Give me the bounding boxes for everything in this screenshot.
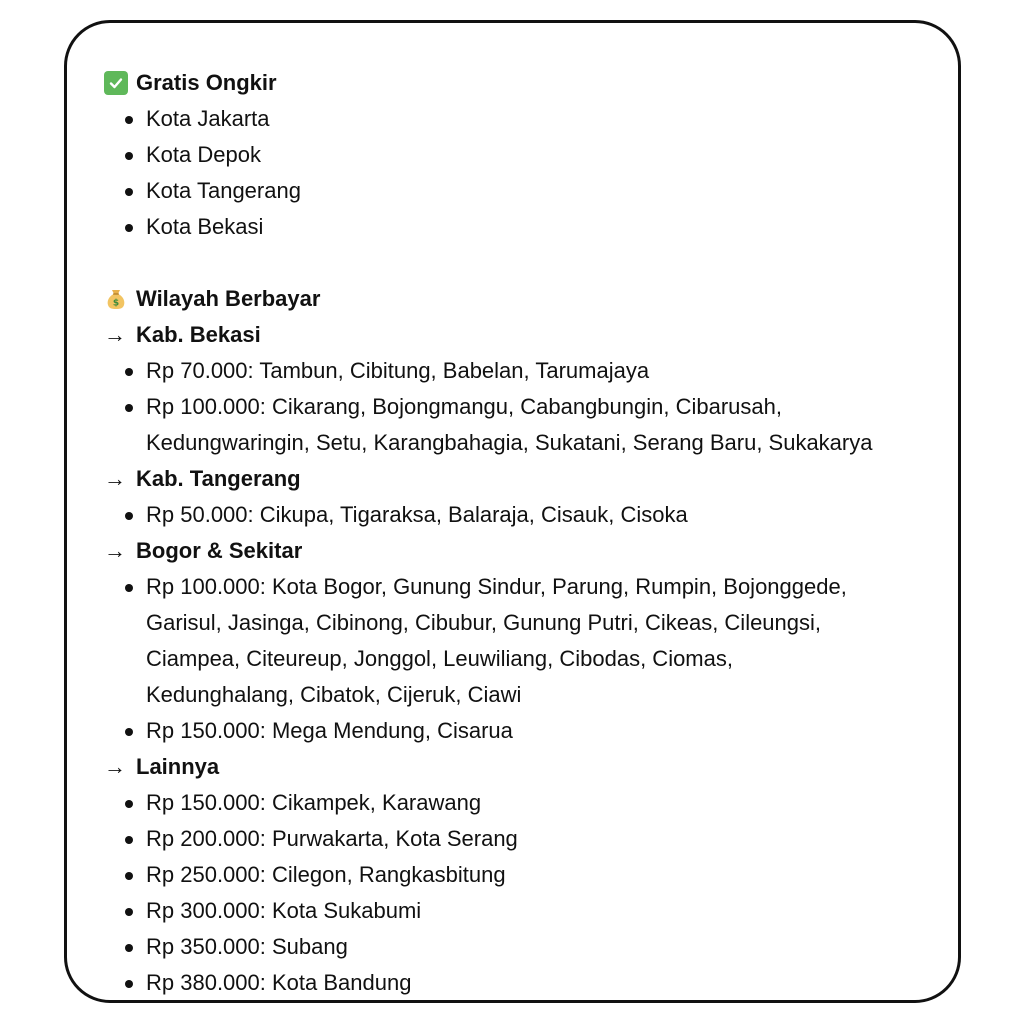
list-item: Rp 100.000: Cikarang, Bojongmangu, Cabangbungin, Cibarusah, Kedungwaringin, Setu, Karangbahagia, Sukatani, Serang Baru, Sukakarya [104,389,958,461]
list-item: Kota Depok [104,137,958,173]
arrow-right-icon: → [104,466,126,491]
section-spacer [104,245,958,281]
list-item: Rp 300.000: Kota Sukabumi [104,893,958,929]
free-shipping-list [104,101,958,245]
bullet-dot [125,152,133,160]
arrow-right-icon: → [104,538,126,563]
list-item: Rp 200.000: Purwakarta, Kota Serang [104,821,958,857]
list-item: Rp 50.000: Cikupa, Tigaraksa, Balaraja, Cisauk, Cisoka [104,497,958,533]
check-mark-icon [104,71,128,95]
paid-shipping-title: Wilayah Berbayar [136,286,321,311]
paid-shipping-heading [104,281,958,317]
list-item: Rp 150.000: Mega Mendung, Cisarua [104,713,958,749]
bullet-dot [125,512,133,520]
arrow-right-icon: → [104,322,126,347]
group-heading-kab-bekasi: → Kab. Bekasi [104,317,958,353]
shipping-rates-card [64,20,961,1003]
bullet-dot [125,944,133,952]
list-item: Rp 350.000: Subang [104,929,958,965]
bullet-dot [125,980,133,988]
bullet-dot [125,116,133,124]
money-bag-icon [104,287,128,311]
list-item: Kota Jakarta [104,101,958,137]
bullet-dot [125,908,133,916]
arrow-right-icon: → [104,754,126,779]
bullet-dot [125,368,133,376]
list-item: Kota Bekasi [104,209,958,245]
group-heading-lainnya: → Lainnya [104,749,958,785]
free-shipping-title: Gratis Ongkir [136,70,277,95]
group-list-lainnya [104,785,958,1001]
group-list-kab-tangerang [104,497,958,533]
list-item: Rp 380.000: Kota Bandung [104,965,958,1001]
free-shipping-heading [104,65,958,101]
list-item: Rp 250.000: Cilegon, Rangkasbitung [104,857,958,893]
bullet-dot [125,188,133,196]
group-list-bogor-sekitar [104,569,958,749]
svg-text:$: $ [112,298,120,309]
bullet-dot [125,224,133,232]
group-heading-kab-tangerang: → Kab. Tangerang [104,461,958,497]
list-item: Rp 70.000: Tambun, Cibitung, Babelan, Tarumajaya [104,353,958,389]
list-item: Rp 150.000: Cikampek, Karawang [104,785,958,821]
bullet-dot [125,404,133,412]
list-item: Kota Tangerang [104,173,958,209]
bullet-dot [125,836,133,844]
group-list-kab-bekasi [104,353,958,461]
list-item: Rp 100.000: Kota Bogor, Gunung Sindur, Parung, Rumpin, Bojonggede, Garisul, Jasinga, Cibinong, Cibubur, Gunung Putri, Cikeas, Cileungsi, Ciampea, Citeureup, Jonggol, Leuwiliang, Cibodas, Ciomas, Kedunghalang, Cibatok, Cijeruk, Ciawi [104,569,958,713]
bullet-dot [125,800,133,808]
group-heading-bogor-sekitar: → Bogor & Sekitar [104,533,958,569]
bullet-dot [125,872,133,880]
bullet-dot [125,728,133,736]
bullet-dot [125,584,133,592]
